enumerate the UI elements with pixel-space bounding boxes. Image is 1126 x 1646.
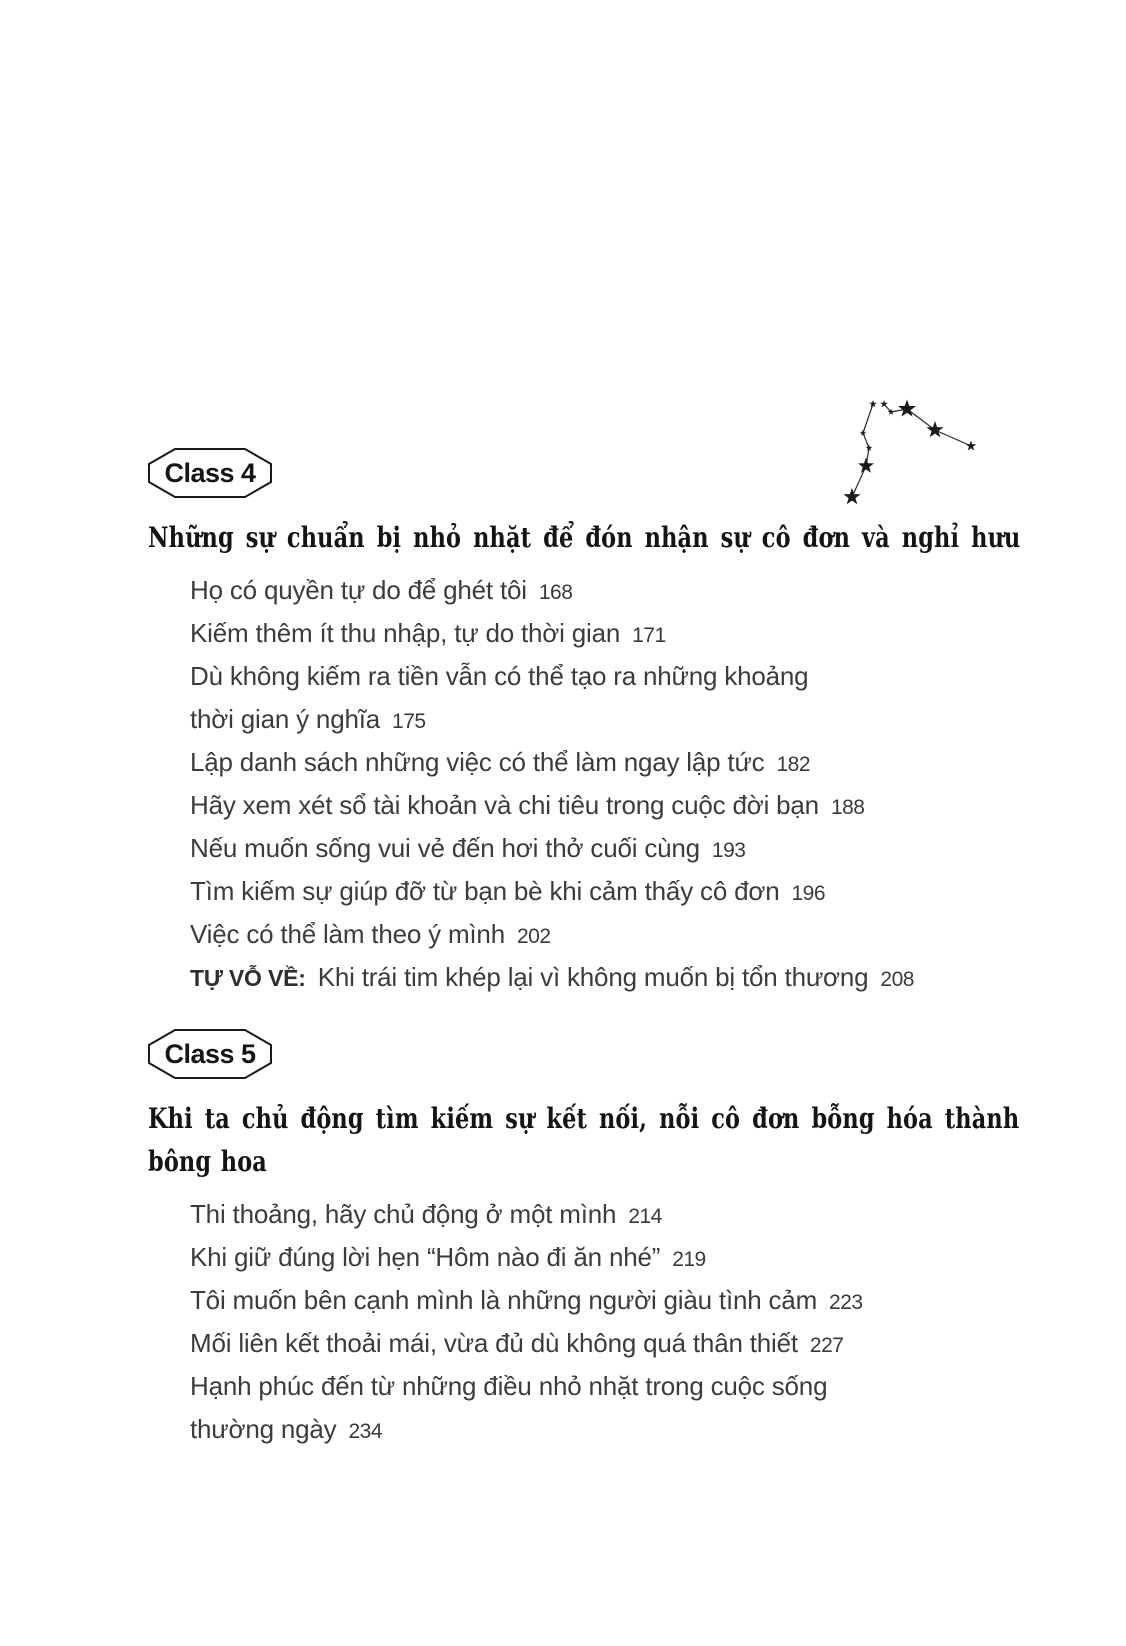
toc-entry-bold-prefix: TỰ VỖ VỀ: bbox=[190, 965, 306, 991]
toc-entry-page-number: 171 bbox=[632, 624, 666, 647]
toc-entry-title: Lập danh sách những việc có thể làm ngay lập tức bbox=[190, 747, 765, 777]
class-5-badge-label: Class 5 bbox=[164, 1038, 256, 1069]
toc-list-class-5 bbox=[190, 1193, 968, 1451]
toc-entry-page-number: 214 bbox=[628, 1205, 662, 1228]
toc-entry bbox=[190, 655, 968, 698]
toc-entry bbox=[190, 569, 968, 612]
toc-entry-title: Tôi muốn bên cạnh mình là những người giàu tình cảm bbox=[190, 1285, 818, 1315]
toc-entry bbox=[190, 741, 968, 784]
toc-entry-title: Nếu muốn sống vui vẻ đến hơi thở cuối cùng bbox=[190, 833, 700, 863]
toc-entry-page-number: 188 bbox=[830, 796, 865, 819]
toc-entry bbox=[190, 1193, 968, 1236]
section-title-line: Những sự chuẩn bị nhỏ nhặt để đón nhận sự cô đơn và nghỉ hưu bbox=[148, 521, 1021, 554]
toc-entry-title: Mối liên kết thoải mái, vừa đủ dù không quá thân thiết bbox=[190, 1328, 798, 1358]
toc-entry-page-number: 196 bbox=[791, 882, 826, 905]
section-title-class-4 bbox=[148, 516, 1021, 559]
toc-entry bbox=[190, 784, 968, 827]
toc-entry bbox=[190, 827, 968, 870]
toc-entry bbox=[190, 1236, 968, 1279]
toc-entry-title: Khi giữ đúng lời hẹn “Hôm nào đi ăn nhé” bbox=[190, 1242, 661, 1272]
class-4-badge-label: Class 4 bbox=[164, 457, 256, 488]
section-title-class-5 bbox=[148, 1097, 1020, 1183]
toc-entry-page-number: 175 bbox=[392, 710, 426, 733]
toc-entry bbox=[190, 956, 968, 999]
toc-entry bbox=[190, 1322, 968, 1365]
toc-entry-title: Dù không kiếm ra tiền vẫn có thể tạo ra những khoảng bbox=[190, 661, 809, 691]
toc-entry-page-number: 219 bbox=[672, 1248, 706, 1271]
toc-entry bbox=[190, 1279, 968, 1322]
toc-entry-page-number: 202 bbox=[516, 925, 551, 948]
toc-entry-page-number: 227 bbox=[809, 1334, 844, 1357]
toc-entry bbox=[190, 913, 968, 956]
toc-entry-title: Việc có thể làm theo ý mình bbox=[190, 919, 505, 949]
toc-entry-title: Họ có quyền tự do để ghét tôi bbox=[190, 575, 527, 605]
toc-entry-title: Tìm kiếm sự giúp đỡ từ bạn bè khi cảm thấy cô đơn bbox=[190, 876, 780, 906]
toc-list-class-4 bbox=[190, 569, 968, 999]
toc-entry bbox=[190, 612, 968, 655]
toc-entry-page-number: 223 bbox=[829, 1291, 863, 1314]
toc-entry-page-number: 193 bbox=[711, 839, 746, 862]
toc-entry-page-number: 182 bbox=[776, 753, 811, 776]
class-5-badge bbox=[148, 1029, 272, 1079]
section-title-line: Khi ta chủ động tìm kiếm sự kết nối, nỗi cô đơn bỗng hóa thành bbox=[148, 1102, 1020, 1135]
toc-entry-page-number: 208 bbox=[880, 968, 914, 991]
toc-entry bbox=[190, 698, 968, 741]
class-4-badge bbox=[148, 448, 272, 498]
toc-entry-title: Kiếm thêm ít thu nhập, tự do thời gian bbox=[190, 618, 621, 648]
toc-entry-title: thường ngày bbox=[190, 1414, 337, 1444]
toc-entry-title: Khi trái tim khép lại vì không muốn bị tổn thương bbox=[317, 962, 869, 992]
toc-entry-title: Hạnh phúc đến từ những điều nhỏ nhặt trong cuộc sống bbox=[190, 1371, 828, 1401]
toc-entry-title: Hãy xem xét sổ tài khoản và chi tiêu trong cuộc đời bạn bbox=[190, 790, 819, 820]
toc-content bbox=[148, 448, 1021, 1451]
section-title-line: bông hoa bbox=[148, 1145, 267, 1178]
toc-entry bbox=[190, 870, 968, 913]
toc-entry bbox=[190, 1408, 968, 1451]
toc-entry-page-number: 168 bbox=[538, 581, 573, 604]
toc-entry-title: Thi thoảng, hãy chủ động ở một mình bbox=[190, 1199, 617, 1229]
toc-entry bbox=[190, 1365, 968, 1408]
toc-entry-title: thời gian ý nghĩa bbox=[190, 704, 381, 734]
toc-entry-page-number: 234 bbox=[348, 1420, 383, 1443]
